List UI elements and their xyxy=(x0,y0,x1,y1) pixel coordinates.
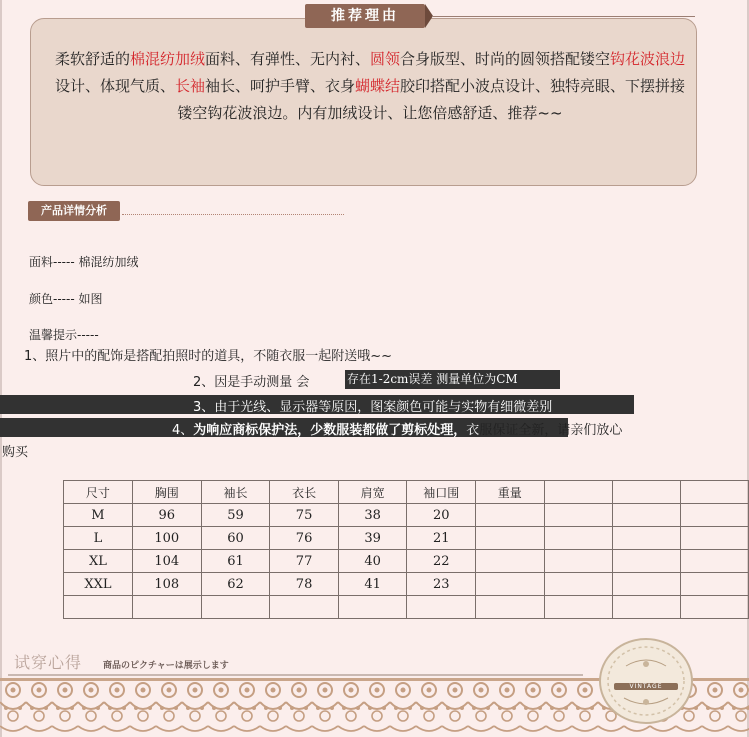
footer-title: 试穿心得 xyxy=(14,653,83,672)
reason-highlight: 长袖 xyxy=(174,77,205,95)
tips-label: 温馨提示----- xyxy=(29,328,99,342)
value-cell xyxy=(476,504,544,527)
size-cell: M xyxy=(64,504,133,527)
value-cell: 39 xyxy=(338,527,407,550)
tab-fold xyxy=(425,4,433,28)
value-cell: 40 xyxy=(338,550,407,573)
tip-4-dark-end: 衣 xyxy=(466,423,480,438)
reason-text xyxy=(50,46,690,127)
details-header: 产品详情分析 xyxy=(28,201,120,221)
value-cell: 62 xyxy=(201,573,270,596)
size-cell xyxy=(64,596,133,619)
value-cell: 104 xyxy=(132,550,201,573)
value-cell xyxy=(544,527,612,550)
value-cell xyxy=(544,550,612,573)
value-cell: 61 xyxy=(201,550,270,573)
table-row xyxy=(64,527,749,550)
value-cell xyxy=(680,504,748,527)
tip-4-bold: 为响应商标保护法，少数服装都做了剪标处理， xyxy=(193,423,467,438)
value-cell: 96 xyxy=(132,504,201,527)
value-cell xyxy=(612,596,680,619)
tip-4-line xyxy=(172,419,622,438)
table-row xyxy=(64,550,749,573)
reason-segment: 袖长、呵护手臂、衣身 xyxy=(204,77,355,95)
footer-subtitle: 商品のピクチャーは展示します xyxy=(103,661,229,671)
size-cell: XL xyxy=(64,550,133,573)
value-cell: 20 xyxy=(407,504,476,527)
table-row xyxy=(64,596,749,619)
vintage-badge-icon xyxy=(596,636,696,726)
value-cell xyxy=(476,550,544,573)
value-cell: 108 xyxy=(132,573,201,596)
size-cell: XXL xyxy=(64,573,133,596)
value-cell xyxy=(612,527,680,550)
reason-segment: 胶印搭配小波点设计、独特亮眼、下摆拼接镂空钩花波浪边。内有加绒设计、让您倍感舒适、推荐~~ xyxy=(177,77,686,122)
value-cell: 21 xyxy=(407,527,476,550)
value-cell xyxy=(544,596,612,619)
value-cell xyxy=(544,573,612,596)
tip-1: 1、照片中的配饰是搭配拍照时的道具，不随衣服一起附送哦~~ xyxy=(24,349,393,364)
tip-4-wrap: 购买 xyxy=(2,445,29,460)
value-cell: 60 xyxy=(201,527,270,550)
value-cell xyxy=(338,596,407,619)
value-cell xyxy=(544,504,612,527)
value-cell xyxy=(476,527,544,550)
tip-4-num: 4、 xyxy=(172,423,194,438)
header-cell: 袖口围 xyxy=(407,481,476,504)
value-cell xyxy=(612,573,680,596)
table-row xyxy=(64,504,749,527)
header-cell: 袖长 xyxy=(201,481,270,504)
value-cell: 100 xyxy=(132,527,201,550)
header-cell: 尺寸 xyxy=(64,481,133,504)
size-table xyxy=(63,480,749,619)
table-row xyxy=(64,573,749,596)
reason-segment: 柔软舒适的 xyxy=(54,50,130,68)
reason-highlight: 棉混纺加绒 xyxy=(129,50,205,68)
value-cell xyxy=(476,596,544,619)
badge-label: VINTAGE xyxy=(614,683,678,690)
reason-highlight: 钩花波浪边 xyxy=(610,50,686,68)
reason-segment: 合身版型、时尚的圆领搭配镂空 xyxy=(400,50,611,68)
reason-highlight: 蝴蝶结 xyxy=(355,77,401,95)
header-cell: 胸围 xyxy=(132,481,201,504)
color-line: 颜色----- 如图 xyxy=(29,292,103,306)
value-cell: 76 xyxy=(270,527,339,550)
reason-segment: 设计、体现气质、 xyxy=(54,77,175,95)
value-cell: 77 xyxy=(270,550,339,573)
value-cell xyxy=(612,550,680,573)
header-cell: 重量 xyxy=(476,481,544,504)
value-cell xyxy=(680,527,748,550)
header-cell xyxy=(612,481,680,504)
details-dotted-rule xyxy=(122,214,344,215)
reason-tab: 推荐理由 xyxy=(305,4,425,28)
title-rule xyxy=(433,16,695,17)
tip-3: 3、由于光线、显示器等原因，图案颜色可能与实物有细微差别 xyxy=(193,400,553,415)
size-cell: L xyxy=(64,527,133,550)
tip-4-rest: 服保证全新，请亲们放心 xyxy=(479,423,623,438)
header-cell xyxy=(544,481,612,504)
header-cell: 衣长 xyxy=(270,481,339,504)
value-cell xyxy=(407,596,476,619)
fabric-line: 面料----- 棉混纺加绒 xyxy=(29,255,139,269)
value-cell xyxy=(201,596,270,619)
reason-highlight: 圆领 xyxy=(370,50,401,68)
header-cell: 肩宽 xyxy=(338,481,407,504)
header-cell xyxy=(680,481,748,504)
value-cell xyxy=(680,596,748,619)
value-cell: 78 xyxy=(270,573,339,596)
value-cell: 41 xyxy=(338,573,407,596)
value-cell xyxy=(612,504,680,527)
value-cell: 23 xyxy=(407,573,476,596)
value-cell: 59 xyxy=(201,504,270,527)
value-cell: 22 xyxy=(407,550,476,573)
reason-segment: 面料、有弹性、无内衬、 xyxy=(204,50,370,68)
tip-2-highlight: 存在1-2cm误差 测量单位为CM xyxy=(345,370,560,389)
value-cell xyxy=(132,596,201,619)
value-cell xyxy=(476,573,544,596)
value-cell: 38 xyxy=(338,504,407,527)
value-cell xyxy=(270,596,339,619)
table-header-row xyxy=(64,481,749,504)
value-cell: 75 xyxy=(270,504,339,527)
value-cell xyxy=(680,573,748,596)
tip-2-prefix: 2、因是手动测量 会 xyxy=(193,375,310,390)
value-cell xyxy=(680,550,748,573)
